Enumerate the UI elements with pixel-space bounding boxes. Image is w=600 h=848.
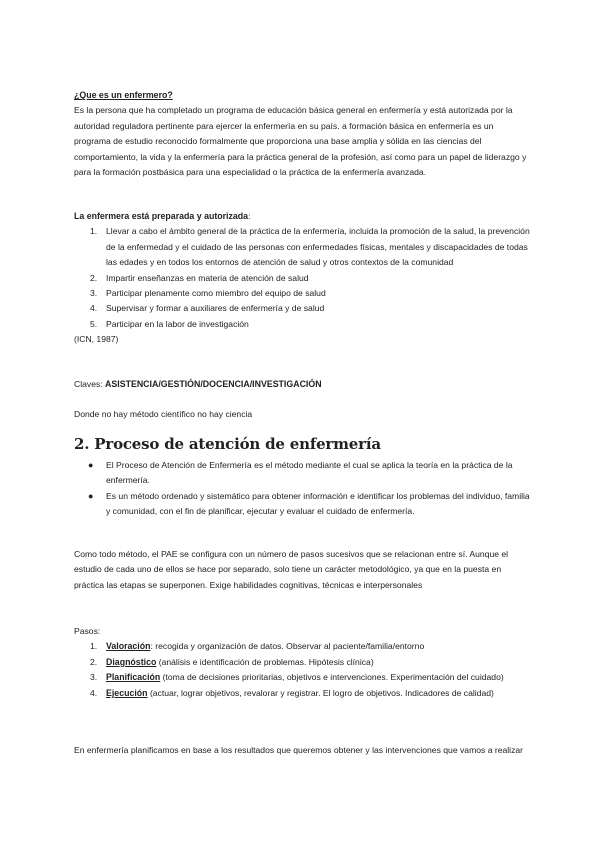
prepared-title: La enfermera está preparada y autorizada xyxy=(74,211,249,221)
bullet-icon: ● xyxy=(88,460,94,470)
step-number: 3. xyxy=(90,672,98,683)
prepared-block xyxy=(74,209,530,348)
list-number: 2. xyxy=(90,272,98,283)
step-term: Valoración xyxy=(106,641,151,652)
science-note: Donde no hay método científico no hay ciencia xyxy=(74,409,253,419)
bullet-text: Es un método ordenado y sistemático para obtener información e identificar los problemas del individuo, familia y comunidad, con el fin de planificar, ejecutar y evaluar el cuidado de enfermería. xyxy=(106,490,530,517)
steps-block xyxy=(74,624,530,701)
bullet-icon: ● xyxy=(88,490,94,501)
list-item xyxy=(74,286,530,301)
list-text: Supervisar y formar a auxiliares de enfermería y de salud xyxy=(106,303,325,314)
list-text: Impartir enseñanzas en materia de atención de salud xyxy=(106,272,309,283)
list-text: Participar plenamente como miembro del equipo de salud xyxy=(106,288,326,299)
step-item xyxy=(74,686,530,701)
claves-line xyxy=(74,377,530,392)
step-item xyxy=(74,670,530,685)
list-text: Llevar a cabo el ámbito general de la práctica de la enfermería, incluida la promoción de la salud, la prevención de la enfermedad y el cuidado de las personas con enfermedades físicas, mentales y discapacidades de todas las edades y en todos los entornos de atención de salud y otros contextos de la comunidad xyxy=(106,226,530,268)
list-item xyxy=(74,301,530,316)
list-number: 3. xyxy=(90,288,98,299)
prepared-list xyxy=(74,224,530,332)
step-term: Ejecución xyxy=(106,687,148,698)
claves-value: ASISTENCIA/GESTIÓN/DOCENCIA/INVESTIGACIÓN xyxy=(105,379,322,389)
step-desc: (análisis e identificación de problemas. Hipótesis clínica) xyxy=(156,656,374,667)
pae-paragraph: Como todo método, el PAE se configura con un número de pasos sucesivos que se relacionan entre sí. Aunque el estudio de cada uno de ellos se hace por separado, solo tiene un carácter metodológico, ya que en la puesta en práctica las etapas se superponen. Exige habilidades cognitivas, técnicas e interpersonales xyxy=(74,549,509,590)
step-item xyxy=(74,655,530,670)
list-item xyxy=(74,271,530,286)
citation: (ICN, 1987) xyxy=(74,334,119,345)
claves-label: Claves: xyxy=(74,379,106,389)
closing-paragraph: En enfermería planificamos en base a los resultados que queremos obtener y las intervenciones que vamos a realizar xyxy=(74,745,524,755)
list-number: 5. xyxy=(90,318,98,329)
prepared-colon: : xyxy=(248,211,251,221)
step-number: 1. xyxy=(90,641,98,652)
list-number: 1. xyxy=(90,226,98,237)
list-text: Participar en la labor de investigación xyxy=(106,318,249,329)
steps-list xyxy=(74,639,530,701)
bullet-item xyxy=(74,458,530,489)
step-number: 2. xyxy=(90,656,98,667)
pae-bullets xyxy=(74,458,530,520)
step-term: Planificación xyxy=(106,672,161,683)
bullet-text: El Proceso de Atención de Enfermería es el método mediante el cual se aplica la teoría en la práctica de la enfermería. xyxy=(106,460,513,486)
steps-label: Pasos: xyxy=(74,626,101,636)
list-item xyxy=(74,224,530,270)
section-title: ¿Que es un enfermero? xyxy=(74,90,173,100)
list-item xyxy=(74,317,530,332)
step-number: 4. xyxy=(90,687,98,698)
section-2-title: 2. Proceso de atención de enfermería xyxy=(74,435,381,453)
step-desc: (actuar, lograr objetivos, revalorar y registrar. El logro de objetivos. Indicadores de calidad) xyxy=(147,687,494,698)
bullet-list xyxy=(74,458,530,520)
step-desc: (toma de decisiones prioritarias, objetivos e intervenciones. Experimentación del cuidado) xyxy=(160,672,504,683)
step-item xyxy=(74,639,530,654)
definition-paragraph: Es la persona que ha completado un programa de educación básica general en enfermería y está autorizada por la autoridad reguladora pertinente para ejercer la enfermería en su país. a formación básica en enfermería es un programa de estudio reconocido formalmente que proporciona una base amplia y sólida en las ciencias del comportamiento, la vida y la enfermería para la práctica general de la profesión, así como para un papel de liderazgo y para la formación postbásica para una especialidad o la práctica de la enfermería avanzada. xyxy=(74,105,527,178)
bullet-item xyxy=(74,489,530,520)
prepared-heading xyxy=(74,209,530,224)
list-number: 4. xyxy=(90,303,98,314)
section-what-is-nurse xyxy=(74,88,530,180)
step-term: Diagnóstico xyxy=(106,656,157,667)
step-desc: : recogida y organización de datos. Observar al paciente/familia/entorno xyxy=(150,641,425,652)
